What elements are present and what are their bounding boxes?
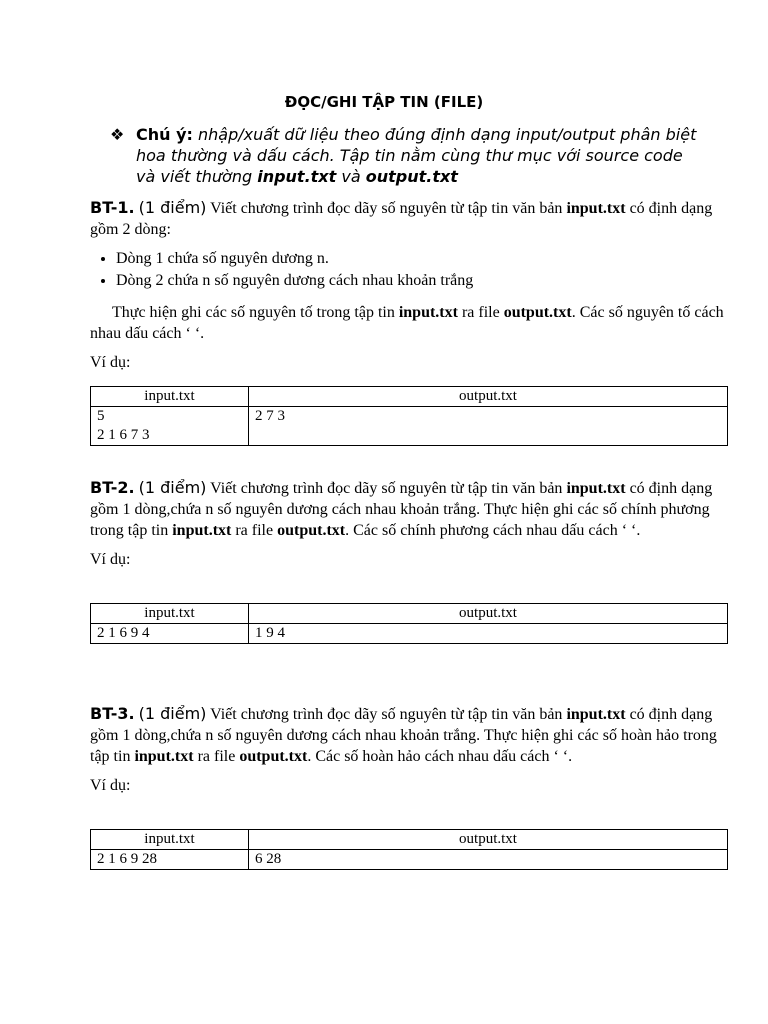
table-row bbox=[91, 850, 728, 870]
table-header-row bbox=[91, 604, 728, 624]
exercise-2-points: (1 điểm) bbox=[138, 478, 207, 497]
exercise-1-format-list bbox=[90, 248, 730, 292]
exercise-2 bbox=[90, 477, 730, 569]
document-title: ĐỌC/GHI TẬP TIN (FILE) bbox=[284, 93, 484, 111]
note-file-output: output.txt bbox=[365, 167, 458, 186]
note-label: Chú ý: bbox=[136, 125, 193, 144]
note-file-input: input.txt bbox=[257, 167, 337, 186]
exercise-3-description: BT-3. (1 điểm) Viết chương trình đọc dãy số nguyên từ tập tin văn bản input.txt có định dạng gồm 1 dòng,chứa n số nguyên dương cách nhau khoản trắng. Thực hiện ghi các số hoàn hảo trong tập tin input.txt ra file output.txt. Các số hoàn hảo cách nhau dấu cách ‘ ‘. bbox=[90, 704, 717, 765]
exercise-3 bbox=[90, 703, 730, 795]
table-row bbox=[91, 407, 728, 446]
exercise-1-example-label: Ví dụ: bbox=[90, 354, 131, 371]
list-item: • Dòng 2 chứa n số nguyên dương cách nhau khoản trắng bbox=[116, 270, 730, 292]
exercise-1 bbox=[90, 197, 730, 372]
table-cell-output: 1 9 4 bbox=[249, 624, 728, 644]
table-header-input: input.txt bbox=[91, 387, 249, 407]
note-body: nhập/xuất dữ liệu theo đúng định dạng input/output phân biệt hoa thường và dấu cách. Tập tin nằm cùng thư mục với source code và viết thường bbox=[136, 125, 697, 186]
table-cell-output: 6 28 bbox=[249, 850, 728, 870]
table-header-output: output.txt bbox=[249, 387, 728, 407]
table-header-row bbox=[91, 387, 728, 407]
exercise-1-example-table bbox=[90, 386, 728, 446]
table-header-output: output.txt bbox=[249, 830, 728, 850]
exercise-3-example-table bbox=[90, 829, 728, 870]
table-header-output: output.txt bbox=[249, 604, 728, 624]
exercise-1-description: BT-1. (1 điểm) Viết chương trình đọc dãy số nguyên từ tập tin văn bản input.txt có định dạng gồm 2 dòng: bbox=[90, 198, 713, 238]
exercise-2-label: BT-2. bbox=[90, 478, 135, 497]
table-header-input: input.txt bbox=[91, 604, 249, 624]
exercise-1-points: (1 điểm) bbox=[138, 198, 207, 217]
table-cell-input: 2 1 6 9 28 bbox=[91, 850, 249, 870]
table-row bbox=[91, 624, 728, 644]
note-text bbox=[136, 124, 700, 187]
exercise-2-description: BT-2. (1 điểm) Viết chương trình đọc dãy số nguyên từ tập tin văn bản input.txt có định dạng gồm 1 dòng,chứa n số nguyên dương cách nhau khoản trắng. Thực hiện ghi các số chính phương trong tập tin input.txt ra file output.txt. Các số chính phương cách nhau dấu cách ‘ ‘. bbox=[90, 478, 713, 539]
note-block bbox=[110, 124, 700, 187]
table-header-input: input.txt bbox=[91, 830, 249, 850]
exercise-3-label: BT-3. bbox=[90, 704, 135, 723]
table-cell-output: 2 7 3 bbox=[249, 407, 728, 446]
diamond-bullet-icon: ❖ bbox=[110, 125, 125, 144]
exercise-3-example-label: Ví dụ: bbox=[90, 777, 131, 794]
table-header-row bbox=[91, 830, 728, 850]
exercise-1-task: Thực hiện ghi các số nguyên tố trong tập tin input.txt ra file output.txt. Các số nguyên tố cách nhau dấu cách ‘ ‘. bbox=[90, 304, 724, 342]
exercise-2-example-table bbox=[90, 603, 728, 644]
exercise-2-example-label: Ví dụ: bbox=[90, 551, 131, 568]
list-item: • Dòng 1 chứa số nguyên dương n. bbox=[116, 248, 730, 270]
exercise-3-points: (1 điểm) bbox=[138, 704, 207, 723]
note-and: và bbox=[336, 167, 366, 186]
table-cell-input: 5 2 1 6 7 3 bbox=[91, 407, 249, 446]
table-cell-input: 2 1 6 9 4 bbox=[91, 624, 249, 644]
exercise-1-label: BT-1. bbox=[90, 198, 135, 217]
